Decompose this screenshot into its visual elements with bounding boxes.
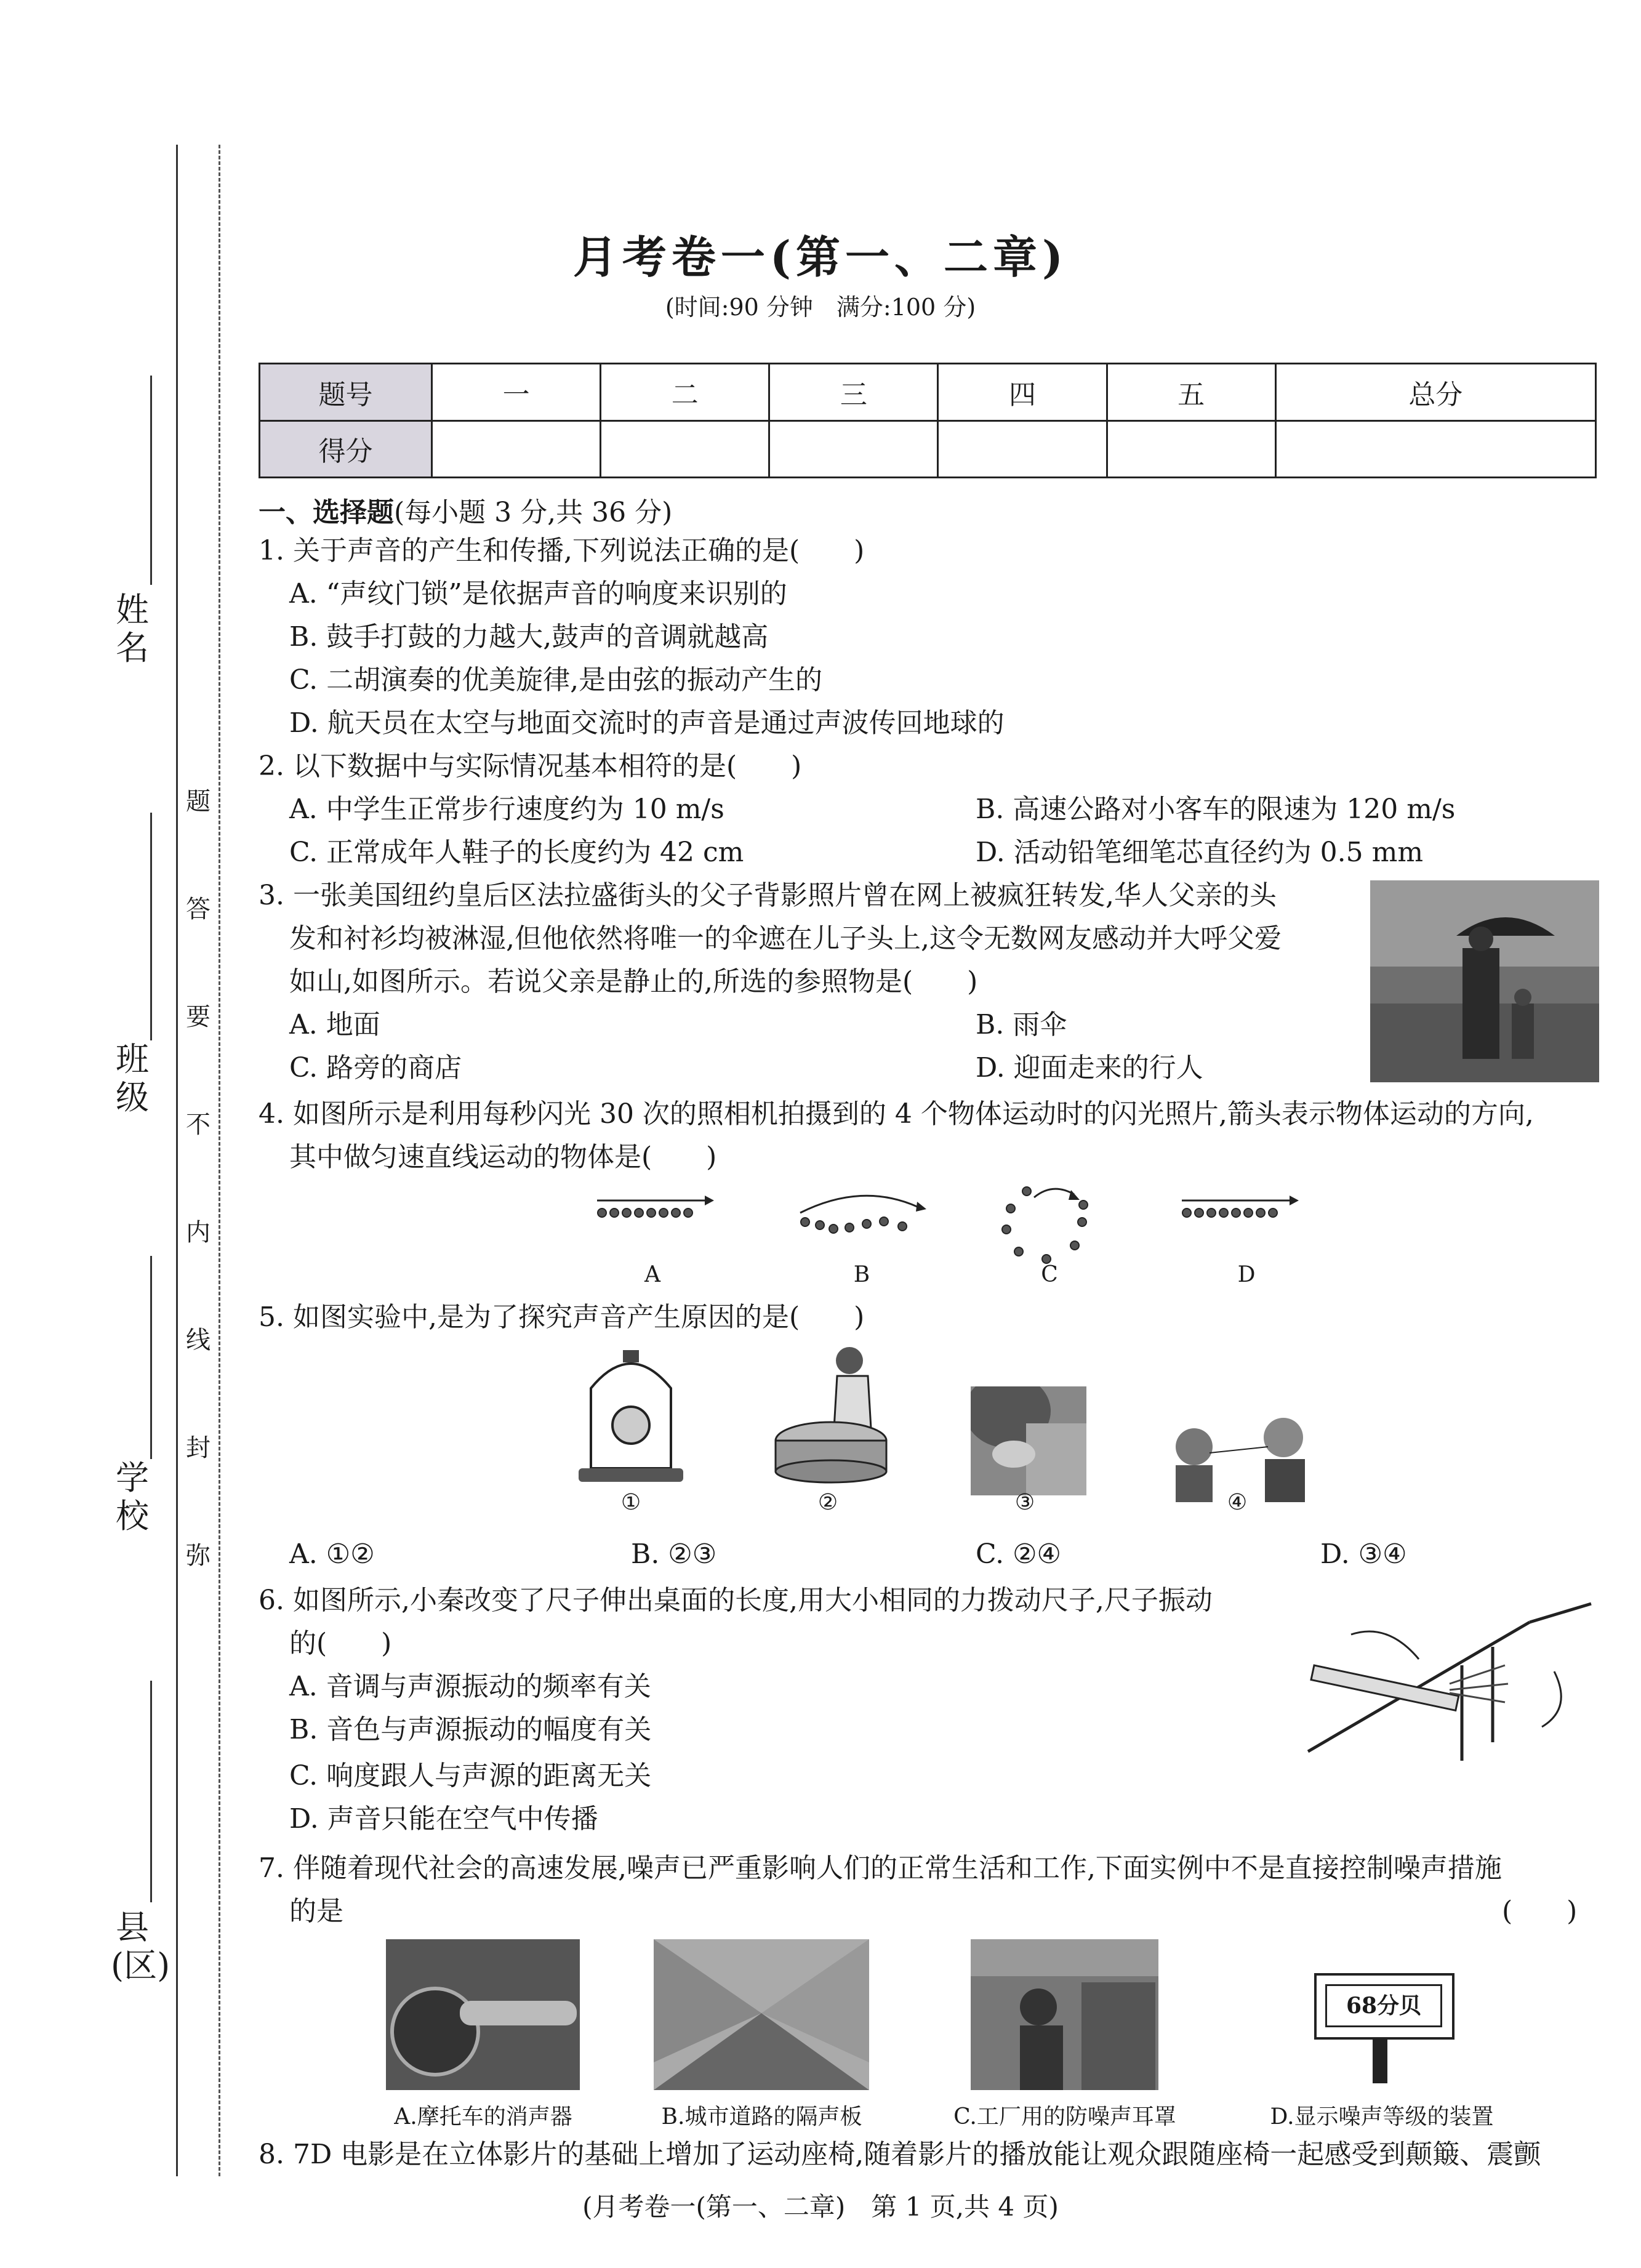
photo-illustration [386,1939,580,2090]
table-header-cell: 一 [432,364,601,421]
question-6-option-d: D. 声音只能在空气中传播 [289,1803,598,1835]
question-7-line: 7. 伴随着现代社会的高速发展,噪声已严重影响人们的正常生活和工作,下面实例中不是直接控制噪声措施 [259,1852,1502,1884]
question-3-option-d: D. 迎面走来的行人 [976,1052,1203,1084]
question-7-line: 的是 [289,1896,343,1927]
section-heading [259,490,672,529]
question-7-bracket: ( ) [1502,1896,1578,1927]
motion-label-a: A [644,1262,660,1287]
score-cell[interactable] [1275,420,1595,478]
experiment-label-3: ③ [1014,1490,1035,1515]
page-footer: (月考卷一(第一、二章) 第 1 页,共 4 页) [582,2192,1059,2222]
question-6-line: 的( ) [289,1628,392,1659]
score-cell[interactable] [601,420,769,478]
photo-illustration [654,1939,869,2090]
seal-char: 要 [186,1003,211,1031]
table-header-cell: 四 [938,364,1107,421]
motion-figure-c [997,1173,1102,1265]
exam-subtitle: (时间:90 分钟 满分:100 分) [665,294,976,321]
question-1-option-d: D. 航天员在太空与地面交流时的声音是通过声波传回地球的 [289,707,1005,739]
sound-barrier-photo [654,1939,869,2090]
question-5-option-b: B. ②③ [631,1538,717,1570]
experiment-label-2: ② [817,1490,838,1515]
motion-figure-b [794,1188,936,1244]
question-6-option-a: A. 音调与声源振动的频率有关 [289,1671,651,1702]
question-2-option-a: A. 中学生正常步行速度约为 10 m/s [289,794,724,825]
photo-illustration [971,1386,1086,1495]
bell-jar-icon [572,1345,689,1487]
question-3-line: 如山,如图所示。若说父亲是静止的,所选的参照物是( ) [289,966,978,997]
question-3-option-a: A. 地面 [289,1009,380,1040]
question-6-option-b: B. 音色与声源振动的幅度有关 [289,1714,652,1745]
question-1-stem: 1. 关于声音的产生和传播,下列说法正确的是( ) [259,535,865,566]
school-blank[interactable] [150,1256,152,1459]
experiment-label-4: ④ [1227,1490,1248,1515]
exam-title: 月考卷一(第一、二章) [572,231,1069,283]
question-5-option-d: D. ③④ [1320,1538,1407,1570]
question-3-option-c: C. 路旁的商店 [289,1052,462,1084]
noise-level-display: 68分贝 [1325,1984,1442,2027]
class-blank[interactable] [150,813,152,1040]
motion-figure-a [591,1188,714,1237]
question-1-option-a: A. “声纹门锁”是依据声音的响度来识别的 [289,578,787,609]
score-cell[interactable] [938,420,1107,478]
question-5-stem: 5. 如图实验中,是为了探究声音产生原因的是( ) [259,1301,865,1333]
question-2-option-d: D. 活动铅笔细笔芯直径约为 0.5 mm [976,837,1424,868]
score-cell[interactable] [769,420,938,478]
name-label: 姓名 [116,590,149,667]
county-label: 县(区) [111,1908,171,1985]
noise-meter-sign [1314,1973,1454,2040]
motion-figure-d [1176,1188,1299,1237]
binding-line [176,145,178,2176]
throat-touch-photo [971,1386,1086,1495]
father-son-umbrella-photo [1370,880,1599,1082]
factory-earmuffs-photo [971,1939,1158,2090]
question-2-option-b: B. 高速公路对小客车的限速为 120 m/s [976,794,1456,825]
motorcycle-muffler-photo [386,1939,580,2090]
ruler-table-figure [1296,1585,1603,1761]
seal-char: 封 [186,1434,211,1462]
question-5-option-a: A. ①② [289,1538,375,1570]
string-telephone-photo [1166,1410,1317,1502]
seal-dashed-line [219,145,220,2176]
drum-experiment-icon [769,1342,893,1487]
table-header-cell: 总分 [1275,364,1595,421]
score-cell[interactable] [432,420,601,478]
table-row-header: 题号 [260,364,432,421]
question-2-stem: 2. 以下数据中与实际情况基本相符的是( ) [259,750,802,782]
question-6-option-c: C. 响度跟人与声源的距离无关 [289,1760,652,1791]
experiment-label-1: ① [620,1490,641,1515]
name-blank[interactable] [150,376,152,585]
school-label: 学校 [116,1458,149,1535]
question-1-option-b: B. 鼓手打鼓的力越大,鼓声的音调就越高 [289,621,769,653]
question-1-option-c: C. 二胡演奏的优美旋律,是由弦的振动产生的 [289,664,823,696]
section-title: 一、选择题 [259,497,394,528]
table-header-cell: 二 [601,364,769,421]
photo-illustration [971,1939,1158,2090]
table-row-header: 得分 [260,420,432,478]
question-3-option-b: B. 雨伞 [976,1009,1067,1040]
question-6-line: 6. 如图所示,小秦改变了尺子伸出桌面的长度,用大小相同的力拨动尺子,尺子振动 [259,1585,1213,1616]
county-blank[interactable] [150,1681,152,1902]
q7-caption-b: B.城市道路的隔声板 [661,2104,862,2129]
seal-char: 内 [186,1218,211,1247]
motion-label-b: B [853,1262,870,1287]
question-4-line: 4. 如图所示是利用每秒闪光 30 次的照相机拍摄到的 4 个物体运动时的闪光照片,箭头表示物体运动的方向, [259,1098,1534,1130]
question-8-line: 8. 7D 电影是在立体影片的基础上增加了运动座椅,随着影片的播放能让观众跟随座椅一起感受到颠簸、震颤 [259,2139,1541,2170]
question-5-option-c: C. ②④ [976,1538,1061,1570]
seal-char: 弥 [186,1542,211,1570]
photo-illustration [1370,880,1599,1082]
sign-post [1373,2037,1387,2083]
q7-caption-c: C.工厂用的防噪声耳罩 [953,2104,1176,2129]
score-cell[interactable] [1107,420,1275,478]
question-3-line: 3. 一张美国纽约皇后区法拉盛街头的父子背影照片曾在网上被疯狂转发,华人父亲的头 [259,880,1277,911]
table-header-cell: 五 [1107,364,1275,421]
q7-caption-d: D.显示噪声等级的装置 [1270,2104,1494,2129]
motion-label-c: C [1041,1262,1058,1287]
seal-char: 线 [186,1326,211,1354]
question-4-line: 其中做匀速直线运动的物体是( ) [289,1141,717,1173]
section-note: (每小题 3 分,共 36 分) [394,497,673,528]
q7-caption-a: A.摩托车的消声器 [394,2104,572,2129]
table-header-cell: 三 [769,364,938,421]
class-label: 班级 [116,1040,149,1117]
question-2-option-c: C. 正常成年人鞋子的长度约为 42 cm [289,837,744,868]
seal-char: 题 [186,787,211,816]
seal-char: 不 [186,1111,211,1139]
seal-char: 答 [186,895,211,923]
question-3-line: 发和衬衫均被淋湿,但他依然将唯一的伞遮在儿子头上,这令无数网友感动并大呼父爱 [289,923,1282,954]
motion-label-d: D [1237,1262,1256,1287]
score-table [259,363,1597,478]
